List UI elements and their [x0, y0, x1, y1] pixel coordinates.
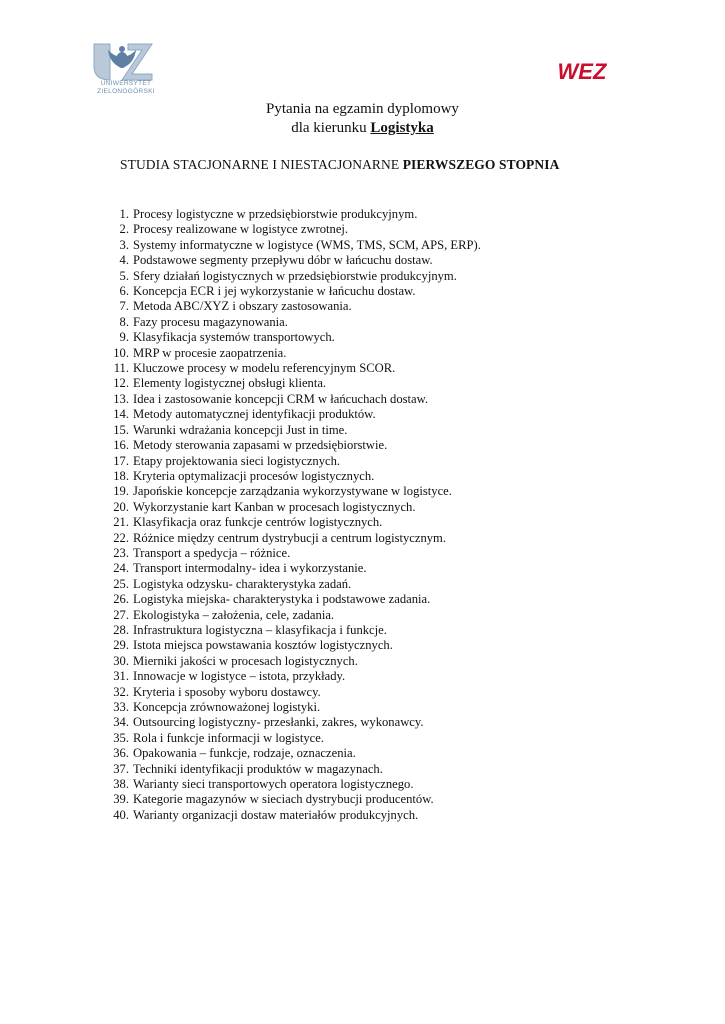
question-number: 16. [113, 438, 129, 453]
question-text: Logistyka odzysku- charakterystyka zadań. [133, 576, 352, 591]
question-text: Systemy informatyczne w logistyce (WMS, TMS, SCM, APS, ERP). [133, 237, 481, 252]
question-item [105, 669, 481, 684]
question-text: Różnice między centrum dystrybucji a centrum logistycznym. [133, 530, 447, 545]
question-item [105, 546, 481, 561]
question-item [105, 715, 481, 730]
question-item [105, 608, 481, 623]
question-text: Metody automatycznej identyfikacji produktów. [133, 407, 376, 422]
question-number: 29. [113, 638, 129, 653]
question-text: Rola i funkcje informacji w logistyce. [133, 730, 324, 745]
question-number: 23. [113, 545, 129, 560]
question-text: Opakowania – funkcje, rodzaje, oznaczenia. [133, 746, 356, 761]
question-number: 32. [113, 684, 129, 699]
question-text: Outsourcing logistyczny- przesłanki, zakres, wykonawcy. [133, 715, 424, 730]
subtitle-prefix: dla kierunku [291, 120, 371, 136]
question-text: Klasyfikacja systemów transportowych. [133, 330, 335, 345]
question-number: 8. [119, 314, 129, 329]
question-item [105, 299, 481, 314]
question-text: Kryteria optymalizacji procesów logistycznych. [133, 468, 375, 483]
question-item [105, 269, 481, 284]
question-item [105, 361, 481, 376]
question-number: 38. [113, 777, 129, 792]
faculty-logo [543, 60, 621, 82]
question-item [105, 561, 481, 576]
question-item [105, 746, 481, 761]
question-number: 19. [113, 484, 129, 499]
university-logo-line1: UNIWERSYTET [100, 80, 152, 87]
question-item [105, 207, 481, 222]
faculty-logo-text: WEZ [557, 60, 607, 82]
question-item [105, 515, 481, 530]
question-item [105, 500, 481, 515]
question-number: 10. [113, 345, 129, 360]
question-text: MRP w procesie zaopatrzenia. [133, 345, 287, 360]
study-level-text: PIERWSZEGO STOPNIA [402, 157, 560, 172]
question-text: Techniki identyfikacji produktów w magazynach. [133, 761, 383, 776]
question-text: Ekologistyka – założenia, cele, zadania. [133, 607, 335, 622]
question-item [105, 577, 481, 592]
question-number: 12. [113, 376, 129, 391]
question-number: 9. [119, 330, 129, 345]
question-item [105, 762, 481, 777]
question-number: 39. [113, 792, 129, 807]
question-number: 22. [113, 530, 129, 545]
question-number: 40. [113, 807, 129, 822]
question-number: 7. [119, 299, 129, 314]
question-item [105, 654, 481, 669]
question-item [105, 731, 481, 746]
question-text: Procesy realizowane w logistyce zwrotnej. [133, 222, 349, 237]
question-item [105, 700, 481, 715]
question-item [105, 253, 481, 268]
question-text: Infrastruktura logistyczna – klasyfikacja i funkcje. [133, 622, 387, 637]
question-item [105, 238, 481, 253]
question-item [105, 685, 481, 700]
study-level-heading [120, 157, 559, 173]
question-number: 13. [113, 391, 129, 406]
question-item [105, 638, 481, 653]
question-number: 37. [113, 761, 129, 776]
question-text: Elementy logistycznej obsługi klienta. [133, 376, 327, 391]
university-logo-text [86, 80, 166, 95]
question-item [105, 438, 481, 453]
question-text: Fazy procesu magazynowania. [133, 314, 288, 329]
question-item [105, 623, 481, 638]
question-text: Podstawowe segmenty przepływu dóbr w łańcuchu dostaw. [133, 253, 433, 268]
question-text: Japońskie koncepcje zarządzania wykorzystywane w logistyce. [133, 484, 452, 499]
question-number: 1. [119, 207, 129, 221]
question-number: 3. [119, 237, 129, 252]
question-number: 14. [113, 407, 129, 422]
question-text: Kryteria i sposoby wyboru dostawcy. [133, 684, 321, 699]
question-number: 31. [113, 669, 129, 684]
question-number: 34. [113, 715, 129, 730]
question-number: 35. [113, 730, 129, 745]
question-text: Etapy projektowania sieci logistycznych. [133, 453, 341, 468]
question-item [105, 346, 481, 361]
question-text: Kluczowe procesy w modelu referencyjnym SCOR. [133, 361, 396, 376]
question-item [105, 592, 481, 607]
study-mode-text: STUDIA STACJONARNE I NIESTACJONARNE [120, 157, 403, 172]
question-text: Sfery działań logistycznych w przedsiębiorstwie produkcyjnym. [133, 268, 457, 283]
question-text: Innowacje w logistyce – istota, przykłady. [133, 669, 346, 684]
question-number: 11. [113, 361, 129, 376]
document-subtitle [0, 119, 725, 138]
question-text: Procesy logistyczne w przedsiębiorstwie produkcyjnym. [133, 207, 418, 221]
question-number: 24. [113, 561, 129, 576]
question-text: Metody sterowania zapasami w przedsiębiorstwie. [133, 438, 388, 453]
question-item [105, 484, 481, 499]
document-title: Pytania na egzamin dyplomowy [266, 101, 459, 117]
question-item [105, 808, 481, 823]
question-item [105, 531, 481, 546]
subject-name: Logistyka [370, 120, 434, 136]
question-item [105, 469, 481, 484]
question-number: 25. [113, 576, 129, 591]
question-item [105, 423, 481, 438]
question-item [105, 315, 481, 330]
question-item [105, 330, 481, 345]
question-number: 2. [119, 222, 129, 237]
question-text: Istota miejsca powstawania kosztów logistycznych. [133, 638, 393, 653]
question-item [105, 792, 481, 807]
question-number: 20. [113, 499, 129, 514]
question-number: 17. [113, 453, 129, 468]
question-number: 33. [113, 700, 129, 714]
question-text: Warianty organizacji dostaw materiałów produkcyjnych. [133, 807, 419, 822]
question-text: Kategorie magazynów w sieciach dystrybucji producentów. [133, 792, 434, 807]
question-text: Metoda ABC/XYZ i obszary zastosowania. [133, 299, 352, 314]
university-logo-line2: ZIELONOGÓRSKI [97, 87, 155, 95]
question-text: Warianty sieci transportowych operatora logistycznego. [133, 777, 414, 792]
question-number: 26. [113, 592, 129, 607]
question-number: 36. [113, 746, 129, 761]
question-text: Mierniki jakości w procesach logistycznych. [133, 653, 358, 668]
question-number: 18. [113, 468, 129, 483]
question-text: Idea i zastosowanie koncepcji CRM w łańcuchach dostaw. [133, 391, 429, 406]
questions-list [105, 207, 481, 823]
question-number: 21. [113, 515, 129, 530]
question-text: Warunki wdrażania koncepcji Just in time. [133, 422, 348, 437]
question-text: Koncepcja zrównoważonej logistyki. [133, 700, 321, 714]
question-item [105, 222, 481, 237]
question-item [105, 392, 481, 407]
question-number: 28. [113, 622, 129, 637]
question-item [105, 376, 481, 391]
question-text: Logistyka miejska- charakterystyka i podstawowe zadania. [133, 592, 431, 607]
question-item [105, 407, 481, 422]
question-text: Transport intermodalny- idea i wykorzystanie. [133, 561, 367, 576]
question-text: Wykorzystanie kart Kanban w procesach logistycznych. [133, 499, 416, 514]
question-text: Transport a spedycja – różnice. [133, 545, 291, 560]
question-number: 6. [119, 284, 129, 299]
question-text: Koncepcja ECR i jej wykorzystanie w łańcuchu dostaw. [133, 284, 416, 299]
question-item [105, 284, 481, 299]
question-item [105, 777, 481, 792]
question-number: 5. [119, 268, 129, 283]
question-item [105, 454, 481, 469]
question-text: Klasyfikacja oraz funkcje centrów logistycznych. [133, 515, 383, 530]
question-number: 4. [119, 253, 129, 268]
question-number: 27. [113, 607, 129, 622]
question-number: 30. [113, 653, 129, 668]
question-number: 15. [113, 422, 129, 437]
